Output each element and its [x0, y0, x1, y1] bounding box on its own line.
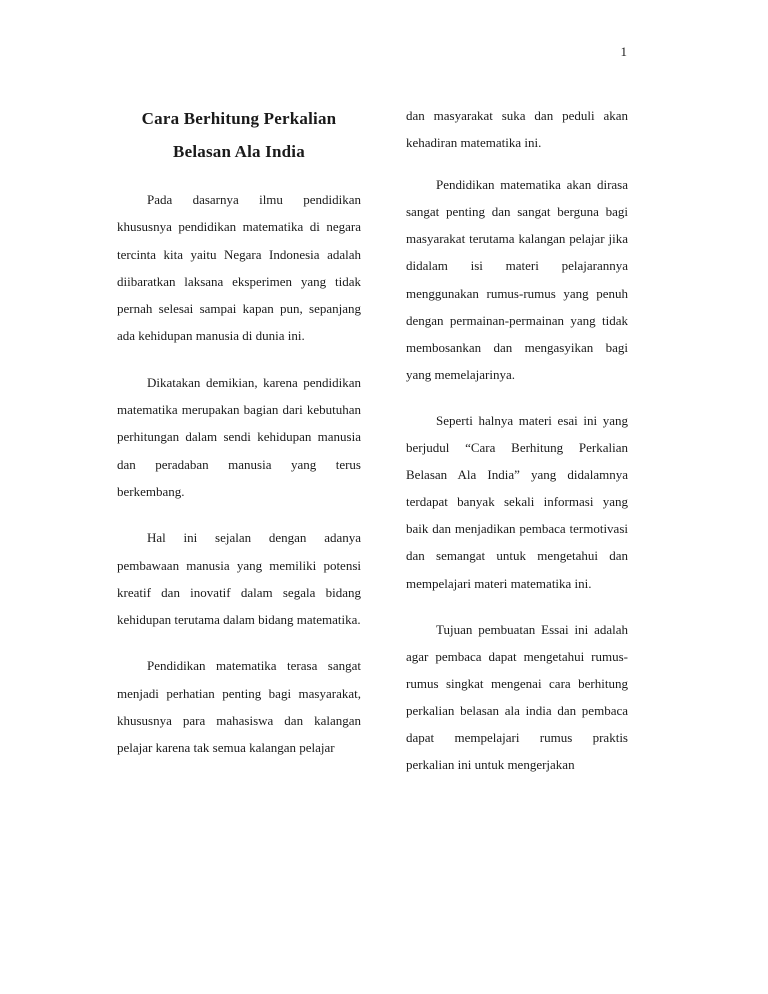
- article-title-line-1: Cara Berhitung Perkalian: [141, 109, 337, 128]
- paragraph: Pada dasarnya ilmu pendidikan khususnya pendidikan matematika di negara tercinta kita yaitu Negara Indonesia adalah diibaratkan laksana eksperimen yang tidak pernah selesai sampai kapan pun, sepanjang ada kehidupan manusia di dunia ini.: [117, 192, 361, 344]
- paragraph: Pendidikan matematika terasa sangat menjadi perhatian penting bagi masyarakat, khususnya para mahasiswa dan kalangan pelajar karena tak semua kalangan pelajar: [117, 658, 361, 756]
- paragraph: Tujuan pembuatan Essai ini adalah agar pembaca dapat mengetahui rumus-rumus singkat mengenai cara berhitung perkalian belasan ala india dan pembaca dapat mempelajari rumus praktis perkalian ini untuk mengerjakan: [406, 621, 628, 773]
- page-number: 1: [620, 44, 627, 59]
- right-column: [406, 102, 628, 797]
- paragraph: Hal ini sejalan dengan adanya pembawaan manusia yang memiliki potensi kreatif dan inovatif dalam segala bidang kehidupan terutama dalam bidang matematika.: [117, 530, 361, 628]
- article-title: [117, 102, 361, 168]
- paragraph: Seperti halnya materi esai ini yang berjudul “Cara Berhitung Perkalian Belasan Ala India” yang didalamnya terdapat banyak sekali informasi yang baik dan menjadikan pembaca termotivasi dan semangat untuk mengetahui dan mempelajari materi matematika ini.: [406, 412, 628, 591]
- paragraph: Pendidikan matematika akan dirasa sangat penting dan sangat berguna bagi masyarakat terutama kalangan pelajar jika didalam isi materi pelajarannya menggunakan rumus-rumus yang penuh dengan permainan-permainan yang tidak membosankan dan mengasyikan bagi yang memelajarinya.: [406, 177, 628, 382]
- article-title-line-2: Belasan Ala India: [173, 142, 305, 161]
- paragraph-continued: dan masyarakat suka dan peduli akan kehadiran matematika ini.: [406, 108, 628, 151]
- left-column: [117, 102, 361, 781]
- paragraph: Dikatakan demikian, karena pendidikan matematika merupakan bagian dari kebutuhan perhitungan dalam sendi kehidupan manusia dan peradaban manusia yang terus berkembang.: [117, 374, 361, 499]
